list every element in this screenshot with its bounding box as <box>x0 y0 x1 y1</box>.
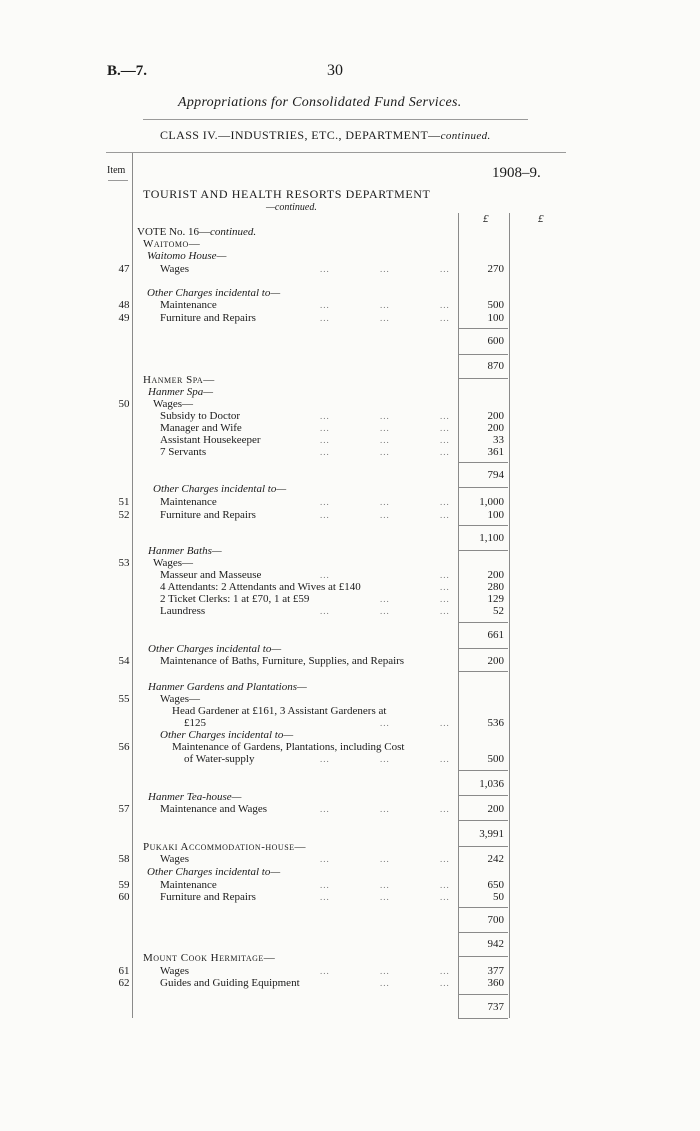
row-amount: 361 <box>487 446 504 458</box>
table-row <box>0 655 700 668</box>
subtotal-rule <box>458 907 508 908</box>
item-number: 56 <box>118 741 130 753</box>
subtotal-amount: 600 <box>487 335 504 347</box>
section-total: 870 <box>487 360 504 372</box>
leader-dots: ... <box>440 423 450 433</box>
row-amount: 200 <box>487 803 504 815</box>
row-amount: 129 <box>487 593 504 605</box>
leader-dots: ... <box>380 264 390 274</box>
leader-dots: ... <box>440 497 450 507</box>
leader-dots: ... <box>440 978 450 988</box>
leader-dots: ... <box>380 447 390 457</box>
leader-dots: ... <box>380 754 390 764</box>
leader-dots: ... <box>440 510 450 520</box>
table-row <box>0 446 700 459</box>
leader-dots: ... <box>380 435 390 445</box>
row-amount: 650 <box>487 879 504 891</box>
subtotal-amount: 794 <box>487 469 504 481</box>
page-title: Appropriations for Consolidated Fund Services. <box>178 95 462 110</box>
table-row <box>0 299 700 312</box>
item-number: 60 <box>118 891 130 903</box>
leader-dots: ... <box>380 510 390 520</box>
subtotal-amount: 1,036 <box>479 778 504 790</box>
row-amount: 377 <box>487 965 504 977</box>
leader-dots: ... <box>380 300 390 310</box>
leader-dots: ... <box>440 313 450 323</box>
table-row <box>0 803 700 816</box>
subtotal-rule <box>458 328 508 329</box>
row-amount: 52 <box>493 605 504 617</box>
row-label: Masseur and Masseuse <box>160 569 262 581</box>
row-amount: 100 <box>487 312 504 324</box>
leader-dots: ... <box>320 423 330 433</box>
item-number: 51 <box>118 496 130 508</box>
leader-dots: ... <box>320 313 330 323</box>
leader-dots: ... <box>380 804 390 814</box>
row-label: Maintenance and Wages <box>160 803 268 815</box>
table-row <box>0 853 700 866</box>
other-charges-heading: Other Charges incidental to— <box>153 483 287 495</box>
row-amount: 33 <box>493 434 504 446</box>
leader-dots: ... <box>440 582 450 592</box>
section-total: 3,991 <box>479 828 504 840</box>
row-label: Maintenance of Baths, Furniture, Supplies, and Repairs <box>160 655 405 667</box>
currency-label-1: £ <box>483 213 489 225</box>
leader-dots: ... <box>380 411 390 421</box>
row-amount: 200 <box>487 655 504 667</box>
section-rule <box>458 1018 508 1019</box>
leader-dots: ... <box>380 423 390 433</box>
row-amount: 200 <box>487 410 504 422</box>
table-row <box>0 605 700 618</box>
section-total: 942 <box>487 938 504 950</box>
row-label: Maintenance <box>160 299 217 311</box>
leader-dots: ... <box>440 300 450 310</box>
leader-dots: ... <box>440 892 450 902</box>
leader-dots: ... <box>320 892 330 902</box>
subtotal-amount: 1,100 <box>479 532 504 544</box>
row-amount: 360 <box>487 977 504 989</box>
hanmer-baths-heading: Hanmer Baths— <box>148 545 222 557</box>
table-row <box>0 977 700 990</box>
leader-dots: ... <box>440 447 450 457</box>
item-number: 55 <box>118 693 130 705</box>
subtotal-rule <box>458 462 508 463</box>
item-number: 50 <box>118 398 130 410</box>
other-charges-heading: Other Charges incidental to— <box>148 643 282 655</box>
table-row <box>0 753 700 766</box>
row-label: 7 Servants <box>160 446 207 458</box>
leader-dots: ... <box>320 804 330 814</box>
row-label: Wages— <box>153 557 194 569</box>
leader-dots: ... <box>440 854 450 864</box>
leader-dots: ... <box>320 435 330 445</box>
leader-dots: ... <box>440 880 450 890</box>
subtotal-rule <box>458 770 508 771</box>
leader-dots: ... <box>320 854 330 864</box>
other-charges-heading: Other Charges incidental to— <box>160 729 294 741</box>
row-label: Subsidy to Doctor <box>160 410 241 422</box>
hanmer-heading: Hanmer Spa— <box>143 374 215 386</box>
hanmer-teahouse-heading: Hanmer Tea-house— <box>148 791 242 803</box>
leader-dots: ... <box>380 594 390 604</box>
section-total: 737 <box>487 1001 504 1013</box>
row-label: Maintenance <box>160 496 217 508</box>
item-number: 62 <box>118 977 130 989</box>
subtotal-rule <box>458 671 508 672</box>
row-amount: 1,000 <box>479 496 504 508</box>
other-charges-heading: Other Charges incidental to— <box>147 287 281 299</box>
vote-heading: VOTE No. 16—continued. <box>137 226 257 238</box>
leader-dots: ... <box>320 264 330 274</box>
subtotal-rule <box>458 622 508 623</box>
row-amount: 100 <box>487 509 504 521</box>
leader-dots: ... <box>380 497 390 507</box>
leader-dots: ... <box>440 435 450 445</box>
department-title: TOURIST AND HEALTH RESORTS DEPARTMENT <box>143 187 431 201</box>
item-number: 61 <box>118 965 130 977</box>
class-heading: CLASS IV.—INDUSTRIES, ETC., DEPARTMENT—continued. <box>160 128 491 142</box>
row-label: Wages <box>160 853 190 865</box>
leader-dots: ... <box>440 264 450 274</box>
department-continued: —continued. <box>266 202 317 213</box>
item-number: 57 <box>118 803 130 815</box>
leader-dots: ... <box>320 510 330 520</box>
subtotal-rule <box>458 994 508 995</box>
row-label: Wages— <box>153 398 194 410</box>
row-label: Wages <box>160 263 190 275</box>
leader-dots: ... <box>320 606 330 616</box>
leader-dots: ... <box>440 411 450 421</box>
item-number: 48 <box>118 299 130 311</box>
leader-dots: ... <box>320 300 330 310</box>
row-amount: 270 <box>487 263 504 275</box>
page-number: 30 <box>327 62 343 79</box>
leader-dots: ... <box>320 570 330 580</box>
currency-label-2: £ <box>538 213 544 225</box>
row-label: Laundress <box>160 605 206 617</box>
row-label: Wages— <box>160 693 201 705</box>
leader-dots: ... <box>380 718 390 728</box>
leader-dots: ... <box>380 892 390 902</box>
item-number: 49 <box>118 312 130 324</box>
row-label: Head Gardener at £161, 3 Assistant Gardeners at <box>172 705 387 717</box>
row-label: £125 <box>184 717 206 729</box>
item-number: 58 <box>118 853 130 865</box>
row-amount: 500 <box>487 753 504 765</box>
subtotal-amount: 700 <box>487 914 504 926</box>
leader-dots: ... <box>380 880 390 890</box>
mount-cook-heading: Mount Cook Hermitage— <box>143 952 276 964</box>
leader-dots: ... <box>320 966 330 976</box>
row-label: of Water-supply <box>184 753 255 765</box>
item-header-rule <box>108 180 128 181</box>
leader-dots: ... <box>380 978 390 988</box>
table-row <box>0 509 700 522</box>
table-row <box>0 312 700 325</box>
leader-dots: ... <box>440 754 450 764</box>
row-label: Maintenance <box>160 879 217 891</box>
other-charges-heading: Other Charges incidental to— <box>147 866 281 878</box>
table-row <box>0 263 700 276</box>
leader-dots: ... <box>380 606 390 616</box>
row-amount: 200 <box>487 422 504 434</box>
title-rule <box>143 119 528 120</box>
row-amount: 50 <box>493 891 504 903</box>
item-number: 47 <box>118 263 130 275</box>
row-label: Wages <box>160 965 190 977</box>
leader-dots: ... <box>440 594 450 604</box>
row-label: Furniture and Repairs <box>160 891 256 903</box>
row-label: Manager and Wife <box>160 422 242 434</box>
item-number: 59 <box>118 879 130 891</box>
leader-dots: ... <box>380 966 390 976</box>
row-label: Assistant Housekeeper <box>160 434 261 446</box>
table-row <box>0 891 700 904</box>
row-label: Furniture and Repairs <box>160 509 256 521</box>
subtotal-rule <box>458 354 508 355</box>
leader-dots: ... <box>380 854 390 864</box>
hanmer-gardens-heading: Hanmer Gardens and Plantations— <box>148 681 307 693</box>
item-number: 53 <box>118 557 130 569</box>
row-amount: 280 <box>487 581 504 593</box>
leader-dots: ... <box>440 718 450 728</box>
waitomo-heading: Waitomo— <box>143 238 201 250</box>
leader-dots: ... <box>320 754 330 764</box>
item-number: 54 <box>118 655 130 667</box>
row-amount: 536 <box>487 717 504 729</box>
row-label: Maintenance of Gardens, Plantations, including Cost <box>172 741 405 753</box>
leader-dots: ... <box>440 606 450 616</box>
row-label: 4 Attendants: 2 Attendants and Wives at £140 <box>160 581 361 593</box>
table-top-rule <box>106 152 566 153</box>
table-row <box>0 496 700 509</box>
subtotal-rule <box>458 525 508 526</box>
leader-dots: ... <box>380 313 390 323</box>
item-number: 52 <box>118 509 130 521</box>
row-amount: 200 <box>487 569 504 581</box>
row-amount: 500 <box>487 299 504 311</box>
leader-dots: ... <box>440 966 450 976</box>
item-column-header: Item <box>107 165 126 176</box>
year-header: 1908–9. <box>492 165 541 181</box>
subtotal-amount: 661 <box>487 629 504 641</box>
pukaki-heading: Pukaki Accommodation-house— <box>143 841 307 853</box>
leader-dots: ... <box>320 880 330 890</box>
subtotal-rule <box>458 932 508 933</box>
leader-dots: ... <box>320 447 330 457</box>
waitomo-house-heading: Waitomo House— <box>147 250 227 262</box>
leader-dots: ... <box>320 411 330 421</box>
page-reference: B.—7. <box>107 63 148 79</box>
subtotal-rule <box>458 820 508 821</box>
row-label: Guides and Guiding Equipment <box>160 977 300 989</box>
hanmer-spa-heading: Hanmer Spa— <box>148 386 214 398</box>
leader-dots: ... <box>440 570 450 580</box>
leader-dots: ... <box>320 497 330 507</box>
leader-dots: ... <box>440 804 450 814</box>
row-label: 2 Ticket Clerks: 1 at £70, 1 at £59 <box>160 593 310 605</box>
row-label: Furniture and Repairs <box>160 312 256 324</box>
row-amount: 242 <box>487 853 504 865</box>
